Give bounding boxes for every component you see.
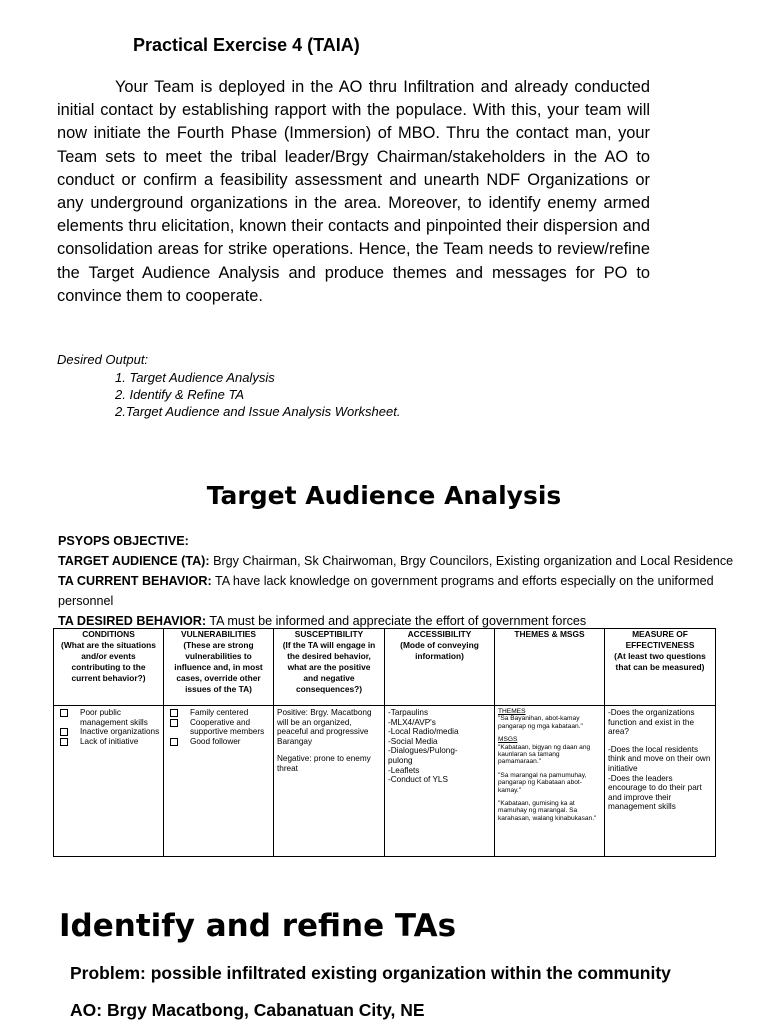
checkbox-icon <box>170 738 178 746</box>
themes-label: THEMES <box>498 708 526 715</box>
checkbox-icon <box>170 719 178 727</box>
msgs-label: MSGS <box>498 736 518 744</box>
vulnerabilities-item: Good follower <box>170 737 270 747</box>
measure-item: -Does the local residents think and move on their own initiative <box>608 744 711 773</box>
cell-susceptibility <box>274 706 385 857</box>
table-header-row <box>54 629 716 706</box>
measure-item: -Does the leaders encourage to do their part and improve their management skills <box>608 773 702 812</box>
intro-paragraph: Your Team is deployed in the AO thru Infiltration and already conducted initial contact by establishing rapport with the populace. With this, your team will now initiate the Fourth Phase (Immersion) of MBO. Thru the contact man, your Team sets to meet the tribal leader/Brgy Chairman/stakeholders in the AO to conduct or confirm a feasibility assessment and unearth NDF Organizations or any underground organizations in the area. Moreover, to identify enemy armed elements thru elicitation, known their contacts and pinpointed their dispersion and consolidation areas for strike operations. Hence, the Team needs to review/refine the Target Audience Analysis and produce themes and messages for PO to convince them to cooperate. <box>57 78 650 305</box>
ta-section-heading: Target Audience Analysis <box>206 481 562 510</box>
target-audience <box>58 551 758 571</box>
desired-behavior-value: TA must be informed and appreciate the effort of government forces <box>206 614 587 628</box>
msg-text: "Sa marangal na pamumuhay, pangarap ng Kabataan abot-kamay." <box>498 771 587 794</box>
cell-conditions <box>54 706 164 857</box>
desired-output-item: 2.Target Audience and Issue Analysis Worksheet. <box>115 404 401 419</box>
target-audience-value: Brgy Chairman, Sk Chairwoman, Brgy Councilors, Existing organization and Local Residence <box>209 554 734 568</box>
conditions-item: Poor public management skills <box>60 708 160 727</box>
theme-text: "Sa Bayanihan, abot-kamay pangarap ng mga kabataan." <box>498 715 583 730</box>
susceptibility-negative: Negative: prone to enemy threat <box>277 754 371 773</box>
vulnerabilities-item: Family centered <box>170 708 270 718</box>
susceptibility-positive: Positive: Brgy. Macatbong will be an organized, peaceful and progressive Barangay <box>277 708 372 746</box>
msg-text: "Kabataan, gumising ka at mamuhay ng marangal. Sa karahasan, walang kinabukasan." <box>498 800 597 822</box>
msg-text: "Kabataan, bigyan ng daan ang kaunlaran sa tamang pamamaraan." <box>498 743 591 766</box>
exercise-title: Practical Exercise 4 (TAIA) <box>133 35 360 55</box>
checkbox-icon <box>60 728 68 736</box>
ta-analysis-table <box>53 628 716 857</box>
checkbox-icon <box>170 709 178 717</box>
header-accessibility: ACCESSIBILITY (Mode of conveying information) <box>385 629 495 706</box>
desired-output-list <box>115 369 400 420</box>
header-measure-effectiveness: MEASURE OF EFFECTIVENESS (At least two questions that can be measured) <box>605 629 716 706</box>
desired-output-item: 2. Identify & Refine TA <box>115 387 245 402</box>
measure-item: -Does the organizations function and exist in the area? <box>608 708 695 737</box>
cell-accessibility: -Tarpaulins -MLX4/AVP's -Local Radio/media -Social Media -Dialogues/Pulong- pulong -Leaflets -Conduct of YLS <box>385 706 495 857</box>
psyops-objective-label: PSYOPS OBJECTIVE: <box>58 534 189 548</box>
vulnerabilities-item: Cooperative and supportive members <box>170 718 270 737</box>
current-behavior-value: TA have lack knowledge on government programs and efforts especially on the uniformed personnel <box>58 574 714 608</box>
desired-output-item: 1. Target Audience Analysis <box>115 370 275 385</box>
cell-themes-msgs <box>495 706 605 857</box>
psyops-objective <box>58 531 758 551</box>
header-vulnerabilities: VULNERABILITIES (These are strong vulnerabilities to influence and, in most cases, override other issues of the TA) <box>164 629 274 706</box>
target-audience-label: TARGET AUDIENCE (TA): <box>58 554 210 568</box>
desired-output-label: Desired Output: <box>57 352 149 367</box>
cell-measure-effectiveness <box>605 706 716 857</box>
header-conditions: CONDITIONS (What are the situations and/or events contributing to the current behavior?) <box>54 629 164 706</box>
current-behavior <box>58 571 758 611</box>
header-susceptibility: SUSCEPTIBILITY (If the TA will engage in the desired behavior, what are the positive and negative consequences?) <box>274 629 385 706</box>
header-themes-msgs: THEMES & MSGS <box>495 629 605 706</box>
desired-behavior-label: TA DESIRED BEHAVIOR: <box>58 614 207 628</box>
cell-vulnerabilities <box>164 706 274 857</box>
checkbox-icon <box>60 738 68 746</box>
table-row <box>54 706 716 857</box>
problem-statement: Problem: possible infiltrated existing organization within the community <box>70 963 671 983</box>
ta-info-block <box>58 531 758 631</box>
current-behavior-label: TA CURRENT BEHAVIOR: <box>58 574 212 588</box>
conditions-item: Lack of initiative <box>60 737 160 747</box>
checkbox-icon <box>60 709 68 717</box>
area-of-operation: AO: Brgy Macatbong, Cabanatuan City, NE <box>70 1000 425 1020</box>
refine-section-heading: Identify and refine TAs <box>59 908 457 944</box>
conditions-item: Inactive organizations <box>60 727 160 737</box>
